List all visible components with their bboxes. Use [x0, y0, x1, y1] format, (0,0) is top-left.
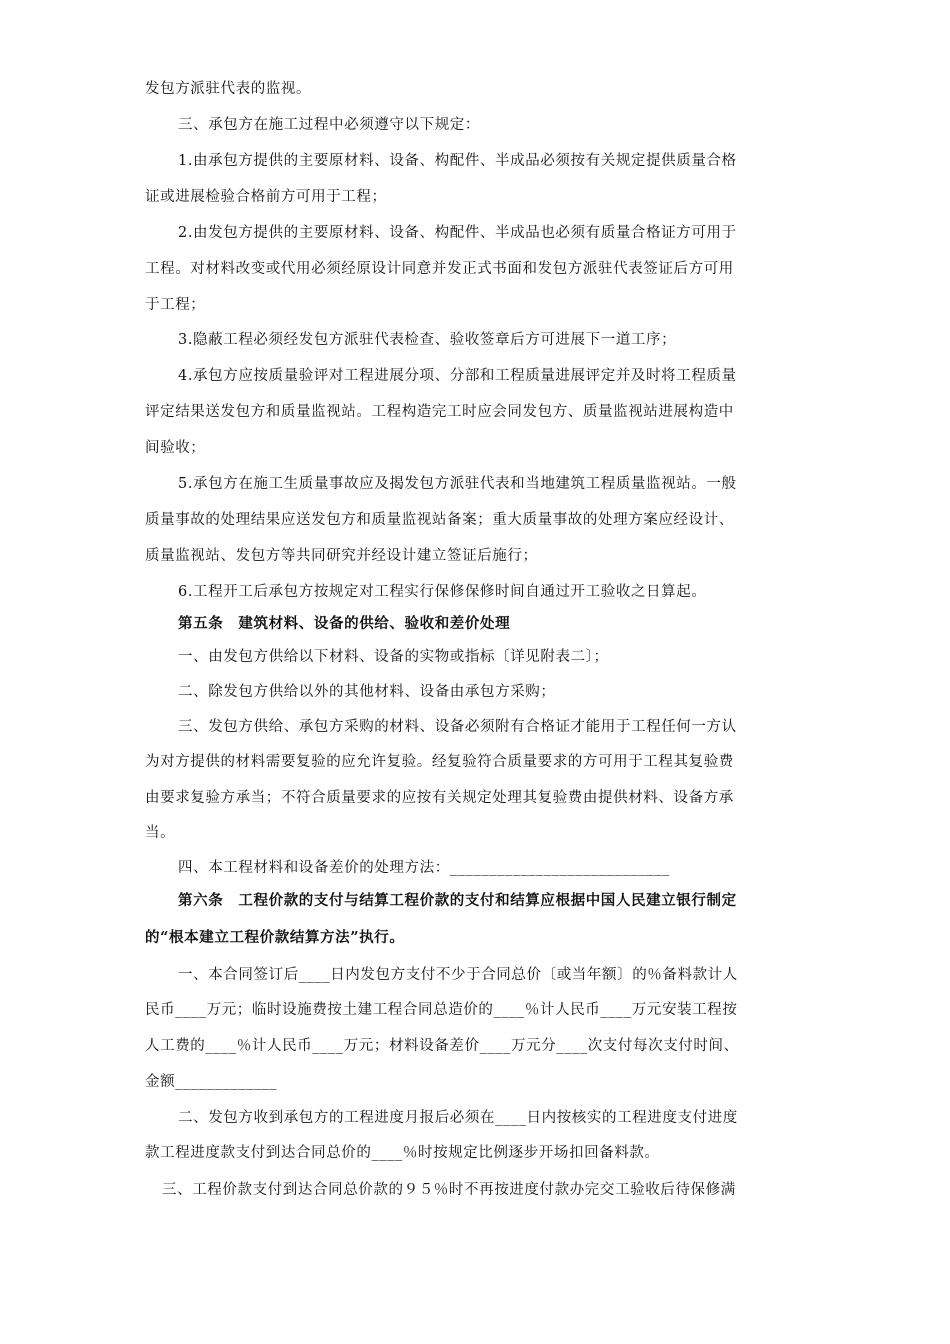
paragraph-line: 1.由承包方提供的主要原材料、设备、构配件、半成品必须按有关规定提供质量合格	[178, 153, 737, 169]
paragraph-line: 5.承包方在施工生质量事故应及揭发包方派驻代表和当地建筑工程质量监视站。一般	[178, 476, 737, 492]
paragraph-line: 三、工程价款支付到达合同总价款的９５％时不再按进度付款办完交工验收后待保修满	[162, 1182, 736, 1198]
paragraph-line: 三、承包方在施工过程中必须遵守以下规定：	[178, 117, 480, 133]
paragraph-line: 款工程进度款支付到达合同总价的____％时按规定比例逐步开场扣回备料款。	[145, 1145, 660, 1161]
article-heading: 第五条 建筑材料、设备的供给、验收和差价处理	[178, 615, 511, 632]
paragraph-line: 6.工程开工后承包方按规定对工程实行保修保修时间自通过开工验收之日算起。	[178, 584, 707, 600]
article-heading: 第六条 工程价款的支付与结算工程价款的支付和结算应根据中国人民建立银行制定	[178, 892, 737, 909]
article-heading-continued: 的“根本建立工程价款结算方法”执行。	[145, 929, 405, 946]
paragraph-line: 一、由发包方供给以下材料、设备的实物或指标〔详见附表二〕；	[178, 649, 609, 665]
paragraph-line: 二、除发包方供给以外的其他材料、设备由承包方采购；	[178, 684, 556, 700]
paragraph-line: 人工费的____％计人民币____万元；材料设备差价____万元分____次支付每次支付时间、	[145, 1038, 739, 1054]
paragraph-line: 由要求复验方承当；不符合质量要求的应按有关规定处理其复验费由提供材料、设备方承	[145, 790, 734, 806]
paragraph-line: 于工程；	[145, 297, 206, 313]
paragraph-line: 为对方提供的材料需要复验的应允许复验。经复验符合质量要求的方可用于工程其复验费	[145, 754, 734, 770]
paragraph-line: 间验收；	[145, 440, 206, 456]
paragraph-line: 证或进展检验合格前方可用于工程；	[145, 189, 387, 205]
paragraph-line: 工程。对材料改变或代用必须经原设计同意并发正式书面和发包方派驻代表签证后方可用	[145, 261, 734, 277]
paragraph-line: 评定结果送发包方和质量监视站。工程构造完工时应会同发包方、质量监视站进展构造中	[145, 404, 734, 420]
paragraph-line: 3.隐蔽工程必须经发包方派驻代表检查、验收签章后方可进展下一道工序；	[178, 332, 677, 348]
paragraph-line: 一、本合同签订后____日内发包方支付不少于合同总价〔或当年额〕的％备料款计人	[178, 967, 738, 983]
paragraph-line: 质量事故的处理结果应送发包方和质量监视站备案；重大质量事故的处理方案应经设计、	[145, 512, 734, 528]
paragraph-line: 2.由发包方提供的主要原材料、设备、构配件、半成品也必须有质量合格证方可用于	[178, 225, 737, 241]
paragraph-line: 三、发包方供给、承包方采购的材料、设备必须附有合格证才能用于工程任何一方认	[178, 719, 737, 735]
paragraph-line: 发包方派驻代表的监视。	[145, 81, 312, 97]
paragraph-line: 二、发包方收到承包方的工程进度月报后必须在____日内按核实的工程进度支付进度	[178, 1110, 738, 1126]
paragraph-line: 民币____万元；临时设施费按土建工程合同总造价的____％计人民币____万元安装工程按	[145, 1002, 738, 1018]
paragraph-line: 4.承包方应按质量验评对工程进展分项、分部和工程质量进展评定并及时将工程质量	[178, 368, 737, 384]
paragraph-line: 金额_____________	[145, 1074, 278, 1090]
paragraph-line: 当。	[145, 825, 176, 841]
paragraph-line: 四、本工程材料和设备差价的处理方法：____________________________	[178, 860, 670, 876]
paragraph-line: 质量监视站、发包方等共同研究并经设计建立签证后施行；	[145, 548, 538, 564]
